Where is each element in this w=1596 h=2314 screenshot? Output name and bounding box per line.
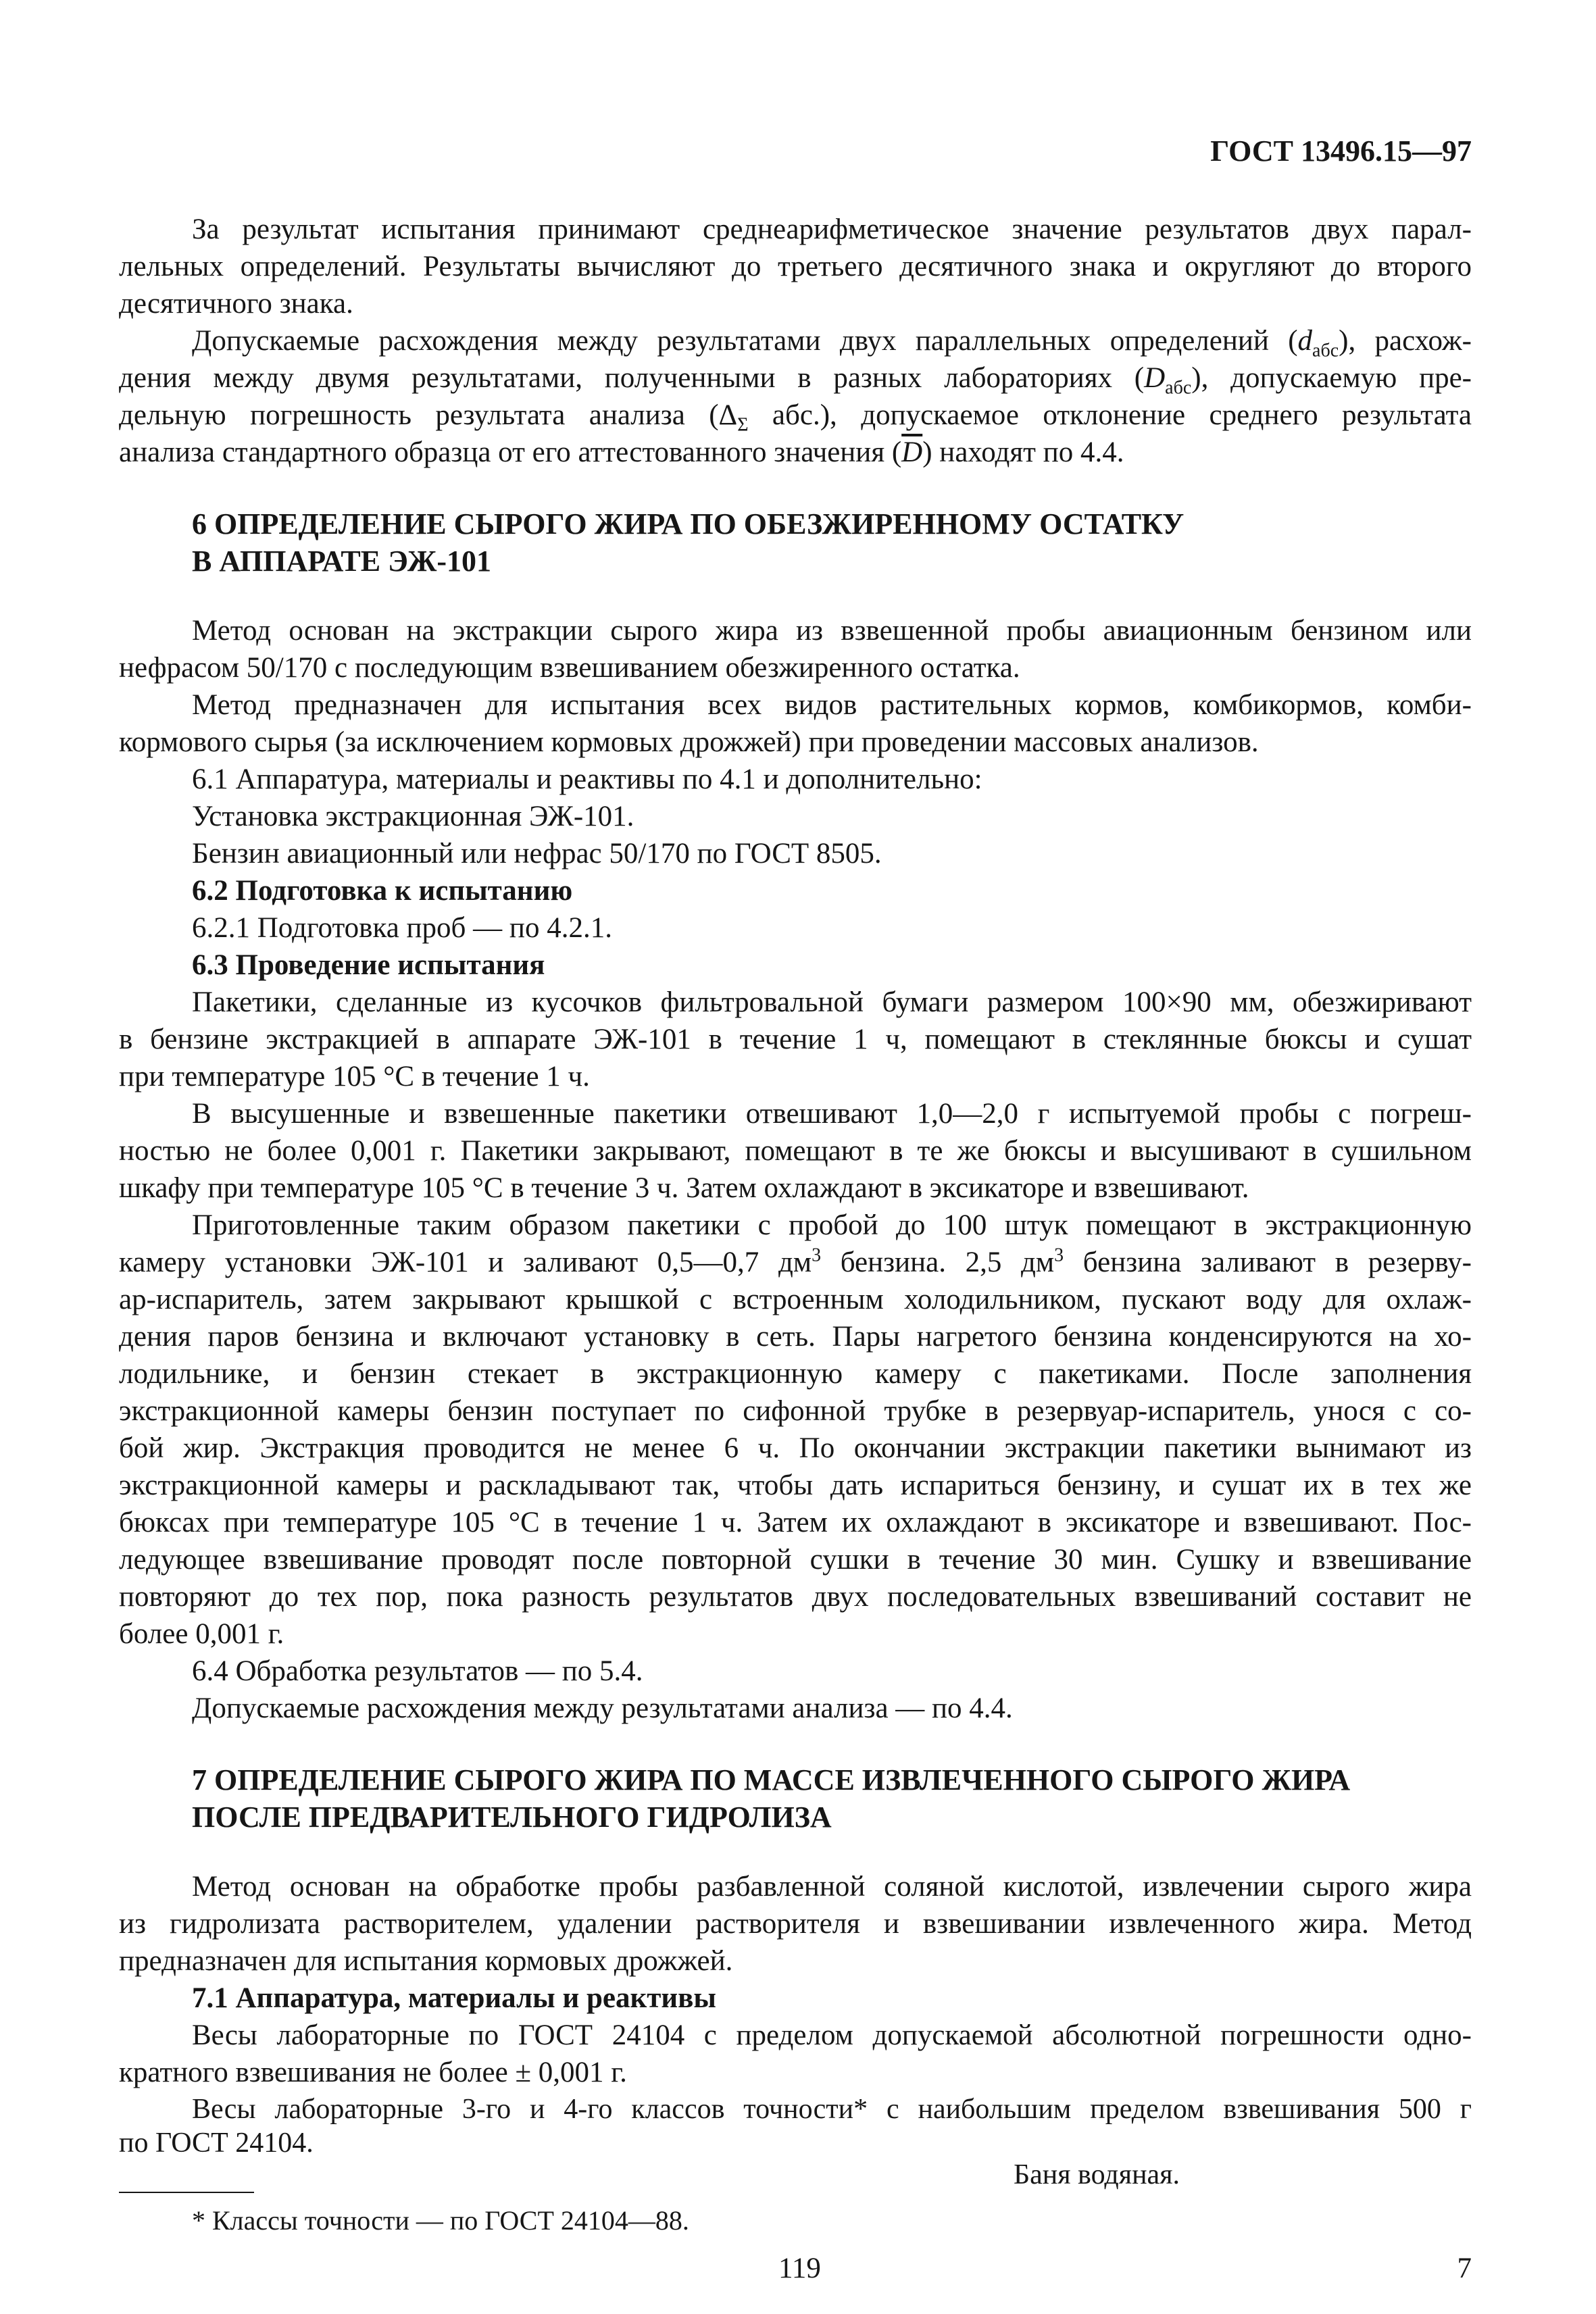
text-line: За результат испытания принимают среднеарифметическое значение результатов двух парал- <box>192 213 1472 245</box>
text-line: Весы лабораторные 3-го и 4-го классов точности* с наибольшим пределом взвешивания 500 г <box>192 2094 1472 2125</box>
text-line: нефрасом 50/170 с последующим взвешиванием обезжиренного остатка. <box>119 652 1020 684</box>
text-line: Метод предназначен для испытания всех видов растительных кормов, комбикормов, комби- <box>192 689 1472 721</box>
subsection-title: 7.1 Аппаратура, материалы и реактивы <box>192 1982 716 2014</box>
text-line: кормового сырья (за исключением кормовых дрожжей) при проведении массовых анализов. <box>119 726 1259 758</box>
section-7-title: 7 ОПРЕДЕЛЕНИЕ СЫРОГО ЖИРА ПО МАССЕ ИЗВЛЕЧЕННОГО СЫРОГО ЖИРА <box>192 1763 1351 1796</box>
section-6-title: В АППАРАТЕ ЭЖ-101 <box>192 545 492 578</box>
text-line: ностью не более 0,001 г. Пакетики закрывают, помещают в те же бюксы и высушивают в сушильном <box>119 1135 1472 1167</box>
text-line: кратного взвешивания не более ± 0,001 г. <box>119 2057 627 2088</box>
text-line: лельных определений. Результаты вычисляют до третьего десятичного знака и округляют до второго <box>119 251 1472 282</box>
text-line: ар-испаритель, затем закрывают крышкой с встроенным холодильником, пускают воду для охлаж- <box>119 1284 1472 1315</box>
text-line: Метод основан на обработке пробы разбавленной соляной кислотой, извлечении сырого жира <box>192 1871 1472 1903</box>
text-line: 6.2.1 Подготовка проб — по 4.2.1. <box>192 912 612 944</box>
text-line: Бензин авиационный или нефрас 50/170 по ГОСТ 8505. <box>192 838 882 870</box>
text-line: бюксах при температуре 105 °С в течение 1 ч. Затем их охлаждают в эксикаторе и взвешивают. Пос- <box>119 1507 1472 1538</box>
text-line: Допускаемые расхождения между результатами двух параллельных определений $(d_{абс})$, расхож- <box>192 325 1472 361</box>
document-header: ГОСТ 13496.15—97 <box>1210 134 1472 168</box>
text-line: предназначен для испытания кормовых дрожжей. <box>119 1945 733 1977</box>
footnote-rule <box>119 2192 254 2193</box>
text-line: 6.1 Аппаратура, материалы и реактивы по 4.1 и дополнительно: <box>192 763 982 795</box>
text-line: Баня водяная. <box>1014 2159 1180 2190</box>
text-line: Приготовленные таким образом пакетики с пробой до 100 штук помещают в экстракционную <box>192 1209 1472 1241</box>
text-line: экстракционной камеры бензин поступает по сифонной трубке в резервуар-испаритель, унося с со- <box>119 1395 1472 1427</box>
text-line: Метод основан на экстракции сырого жира из взвешенной пробы авиационным бензином или <box>192 615 1472 647</box>
page-number-center: 119 <box>778 2253 821 2284</box>
text-line: десятичного знака. <box>119 288 353 320</box>
subsection-title: 6.2 Подготовка к испытанию <box>192 875 573 907</box>
text-line: Весы лабораторные по ГОСТ 24104 с пределом допускаемой абсолютной погрешности одно- <box>192 2019 1472 2051</box>
text-line: ледующее взвешивание проводят после повторной сушки в течение 30 мин. Сушку и взвешивание <box>119 1544 1472 1576</box>
text-line: В высушенные и взвешенные пакетики отвешивают 1,0—2,0 г испытуемой пробы с погреш- <box>192 1098 1472 1130</box>
text-line: анализа стандартного образца от его аттестованного значения $(\overline{D})$ находят по 4.4. <box>119 436 1124 468</box>
text-line: бой жир. Экстракция проводится не менее 6 ч. По окончании экстракции пакетики вынимают из <box>119 1432 1472 1464</box>
text-line: Допускаемые расхождения между результатами анализа — по 4.4. <box>192 1692 1013 1724</box>
text-line: экстракционной камеры и раскладывают так, чтобы дать испариться бензину, и сушат их в тех же <box>119 1469 1472 1501</box>
text-line: 6.4 Обработка результатов — по 5.4. <box>192 1655 643 1687</box>
text-line: шкафу при температуре 105 °С в течение 3 ч. Затем охлаждают в эксикаторе и взвешивают. <box>119 1172 1249 1204</box>
footnote: * Классы точности — по ГОСТ 24104—88. <box>192 2205 689 2236</box>
text-line: из гидролизата растворителем, удалении растворителя и взвешивании извлеченного жира. Метод <box>119 1908 1472 1940</box>
text-line: дельную погрешность результата анализа ($\Delta_\Sigma$ абс.), допускаемое отклонение среднего результата <box>119 399 1472 436</box>
text-line: дения паров бензина и включают установку в сеть. Пары нагретого бензина конденсируются на хо- <box>119 1321 1472 1353</box>
text-line: лодильнике, и бензин стекает в экстракционную камеру с пакетиками. После заполнения <box>119 1358 1472 1390</box>
text-line: Установка экстракционная ЭЖ-101. <box>192 801 634 832</box>
text-line: камеру установки ЭЖ-101 и заливают 0,5—0,7 $дм^3$ бензина. 2,5 $дм^3$ бензина заливают в резерву- <box>119 1244 1472 1278</box>
page-number-right: 7 <box>1457 2253 1472 2284</box>
text-line: повторяют до тех пор, пока разность результатов двух последовательных взвешиваний составит не <box>119 1581 1472 1613</box>
text-line: по ГОСТ 24104. <box>119 2128 314 2159</box>
section-6-title: 6 ОПРЕДЕЛЕНИЕ СЫРОГО ЖИРА ПО ОБЕЗЖИРЕННОМУ ОСТАТКУ <box>192 507 1184 540</box>
text-line: Пакетики, сделанные из кусочков фильтровальной бумаги размером 100×90 мм, обезжиривают <box>192 986 1472 1018</box>
text-line: в бензине экстракцией в аппарате ЭЖ-101 в течение 1 ч, помещают в стеклянные бюксы и сушат <box>119 1024 1472 1055</box>
section-7-title: ПОСЛЕ ПРЕДВАРИТЕЛЬНОГО ГИДРОЛИЗА <box>192 1801 832 1834</box>
text-line: более 0,001 г. <box>119 1618 284 1650</box>
subsection-title: 6.3 Проведение испытания <box>192 949 545 981</box>
text-line: дения между двумя результатами, полученными в разных лабораториях $(D_{абс})$, допускаемую пре- <box>119 362 1472 399</box>
text-line: при температуре 105 °С в течение 1 ч. <box>119 1061 590 1092</box>
